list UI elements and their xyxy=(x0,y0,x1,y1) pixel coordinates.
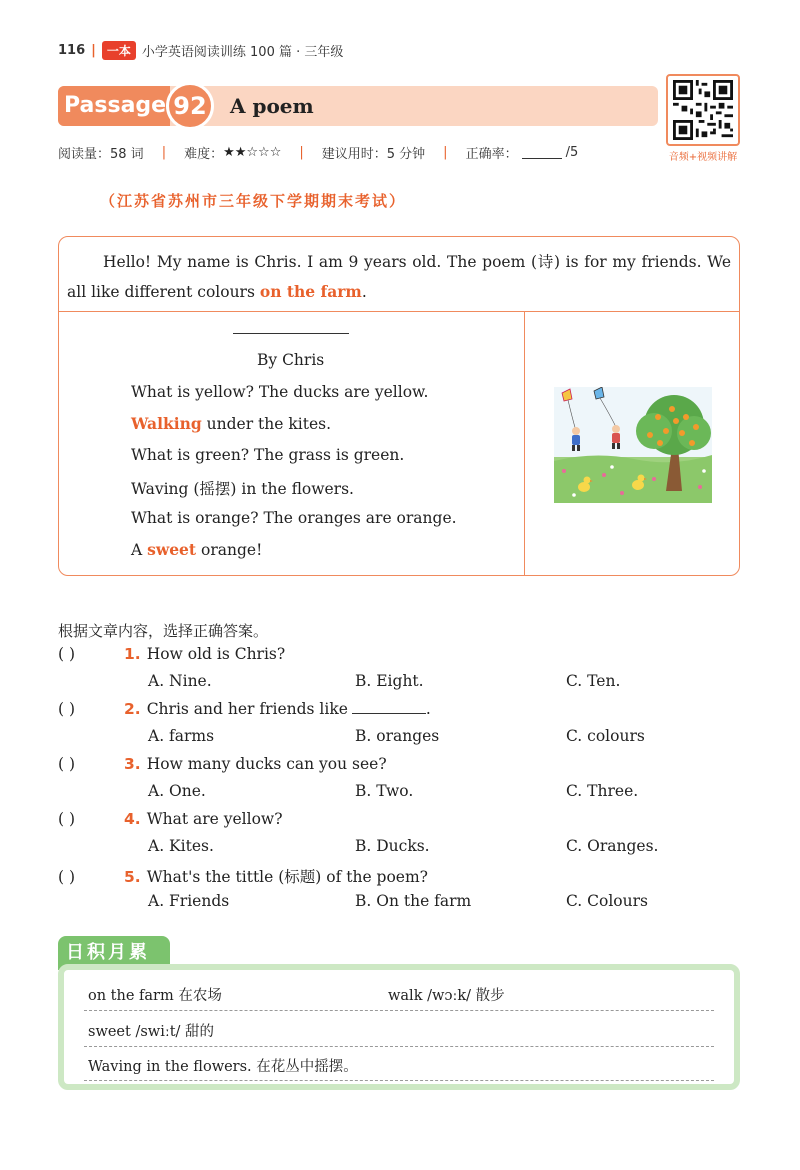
question-end: . xyxy=(425,700,431,718)
question-number: 1. xyxy=(124,645,141,663)
qr-code[interactable] xyxy=(666,74,740,146)
poem-line: What is green? The grass is green. xyxy=(131,446,405,464)
question-4 xyxy=(58,810,283,828)
info-line xyxy=(58,143,578,162)
question-text: How old is Chris? xyxy=(146,645,286,663)
poem-title-blank xyxy=(233,333,349,334)
daily-accumulation-box xyxy=(58,964,740,1090)
poem-line: What is yellow? The ducks are yellow. xyxy=(131,383,429,401)
qr-code-icon xyxy=(672,80,734,140)
option-c: C. Three. xyxy=(566,782,639,800)
passage-intro xyxy=(67,247,731,307)
option-b: B. Ducks. xyxy=(355,837,430,855)
difficulty-label: 难度： xyxy=(184,147,224,162)
info-divider: | xyxy=(299,145,304,160)
answer-blank[interactable]: ( ) xyxy=(58,700,76,718)
box-divider-horizontal xyxy=(59,311,739,312)
question-text: Chris and her friends like xyxy=(146,700,348,718)
passage-banner xyxy=(58,86,658,126)
book-title: 小学英语阅读训练 100 篇 · 三年级 xyxy=(141,44,344,60)
brand-logo: 一本 xyxy=(102,41,136,60)
vocab-item: sweet /swiːt/ 甜的 xyxy=(88,1024,215,1040)
poem-line: What is orange? The oranges are orange. xyxy=(131,509,457,527)
fill-blank[interactable] xyxy=(352,702,426,714)
option-a: A. Kites. xyxy=(148,837,214,855)
question-number: 3. xyxy=(124,755,141,773)
question-1 xyxy=(58,645,285,663)
answer-blank[interactable]: ( ) xyxy=(58,645,76,663)
question-text: What's the tittle (标题) of the poem? xyxy=(146,868,428,886)
qr-caption: 音频+视频讲解 xyxy=(668,152,738,163)
accuracy-blank[interactable] xyxy=(522,147,562,159)
option-a: A. One. xyxy=(148,782,206,800)
vocab-item: on the farm 在农场 xyxy=(88,988,222,1004)
answer-blank[interactable]: ( ) xyxy=(58,810,76,828)
question-3 xyxy=(58,755,387,773)
option-b: B. oranges xyxy=(355,727,440,745)
option-a: A. Friends xyxy=(148,892,230,910)
info-divider: | xyxy=(161,145,167,160)
question-2 xyxy=(58,700,431,718)
answer-blank[interactable]: ( ) xyxy=(58,868,76,886)
poem-line xyxy=(131,414,331,433)
dashed-divider xyxy=(84,1046,714,1047)
option-c: C. colours xyxy=(566,727,645,745)
question-text: How many ducks can you see? xyxy=(146,755,387,773)
word-count: 阅读量：58 词 xyxy=(58,147,144,162)
option-a: A. farms xyxy=(148,727,215,745)
poem-text: A xyxy=(131,541,148,559)
intro-highlight: on the farm xyxy=(259,282,362,301)
vocab-item: Waving in the flowers. 在花丛中摇摆。 xyxy=(88,1059,358,1075)
intro-text: Hello! My name is Chris. I am 9 years old. The poem (诗) is for my friends. We all like different colours xyxy=(67,253,731,301)
daily-accumulation-title: 日积月累 xyxy=(58,936,170,970)
passage-title: A poem xyxy=(230,94,314,118)
question-5 xyxy=(58,865,428,887)
option-c: C. Colours xyxy=(566,892,648,910)
option-b: B. Two. xyxy=(355,782,414,800)
question-number: 5. xyxy=(124,868,141,886)
suggested-time: 建议用时：5 分钟 xyxy=(321,147,426,162)
option-c: C. Oranges. xyxy=(566,837,659,855)
option-b: B. On the farm xyxy=(355,892,472,910)
poem-line xyxy=(131,540,262,559)
passage-box xyxy=(58,236,740,576)
answer-blank[interactable]: ( ) xyxy=(58,755,76,773)
poem-line: Waving (摇摆) in the flowers. xyxy=(131,480,354,498)
passage-label: Passage xyxy=(58,86,170,126)
passage-number: 92 xyxy=(166,82,214,130)
intro-end: . xyxy=(361,283,367,301)
vocab-item: walk /wɔːk/ 散步 xyxy=(388,988,505,1004)
exam-source: （江苏省苏州市三年级下学期期末考试） xyxy=(100,192,407,210)
question-number: 4. xyxy=(124,810,141,828)
accuracy-label: 正确率： xyxy=(465,147,518,162)
poem-text: orange! xyxy=(196,541,263,559)
difficulty-stars: ★★☆☆☆ xyxy=(223,145,282,160)
dashed-divider xyxy=(84,1010,714,1011)
page-header xyxy=(58,40,343,60)
page-number: 116 xyxy=(58,42,86,58)
poem-byline: By Chris xyxy=(257,351,325,369)
dashed-divider xyxy=(84,1080,714,1081)
box-divider-vertical xyxy=(524,311,525,575)
poem-highlight: Walking xyxy=(131,414,202,433)
option-a: A. Nine. xyxy=(148,672,212,690)
questions-instruction: 根据文章内容，选择正确答案。 xyxy=(58,622,269,640)
option-b: B. Eight. xyxy=(355,672,424,690)
poem-highlight: sweet xyxy=(147,540,197,559)
farm-illustration xyxy=(554,387,712,503)
accuracy-total: /5 xyxy=(565,145,579,160)
question-text: What are yellow? xyxy=(146,810,283,828)
poem-text: under the kites. xyxy=(201,415,332,433)
option-c: C. Ten. xyxy=(566,672,621,690)
question-number: 2. xyxy=(124,700,141,718)
info-divider: | xyxy=(443,145,448,160)
header-divider: | xyxy=(91,42,96,58)
